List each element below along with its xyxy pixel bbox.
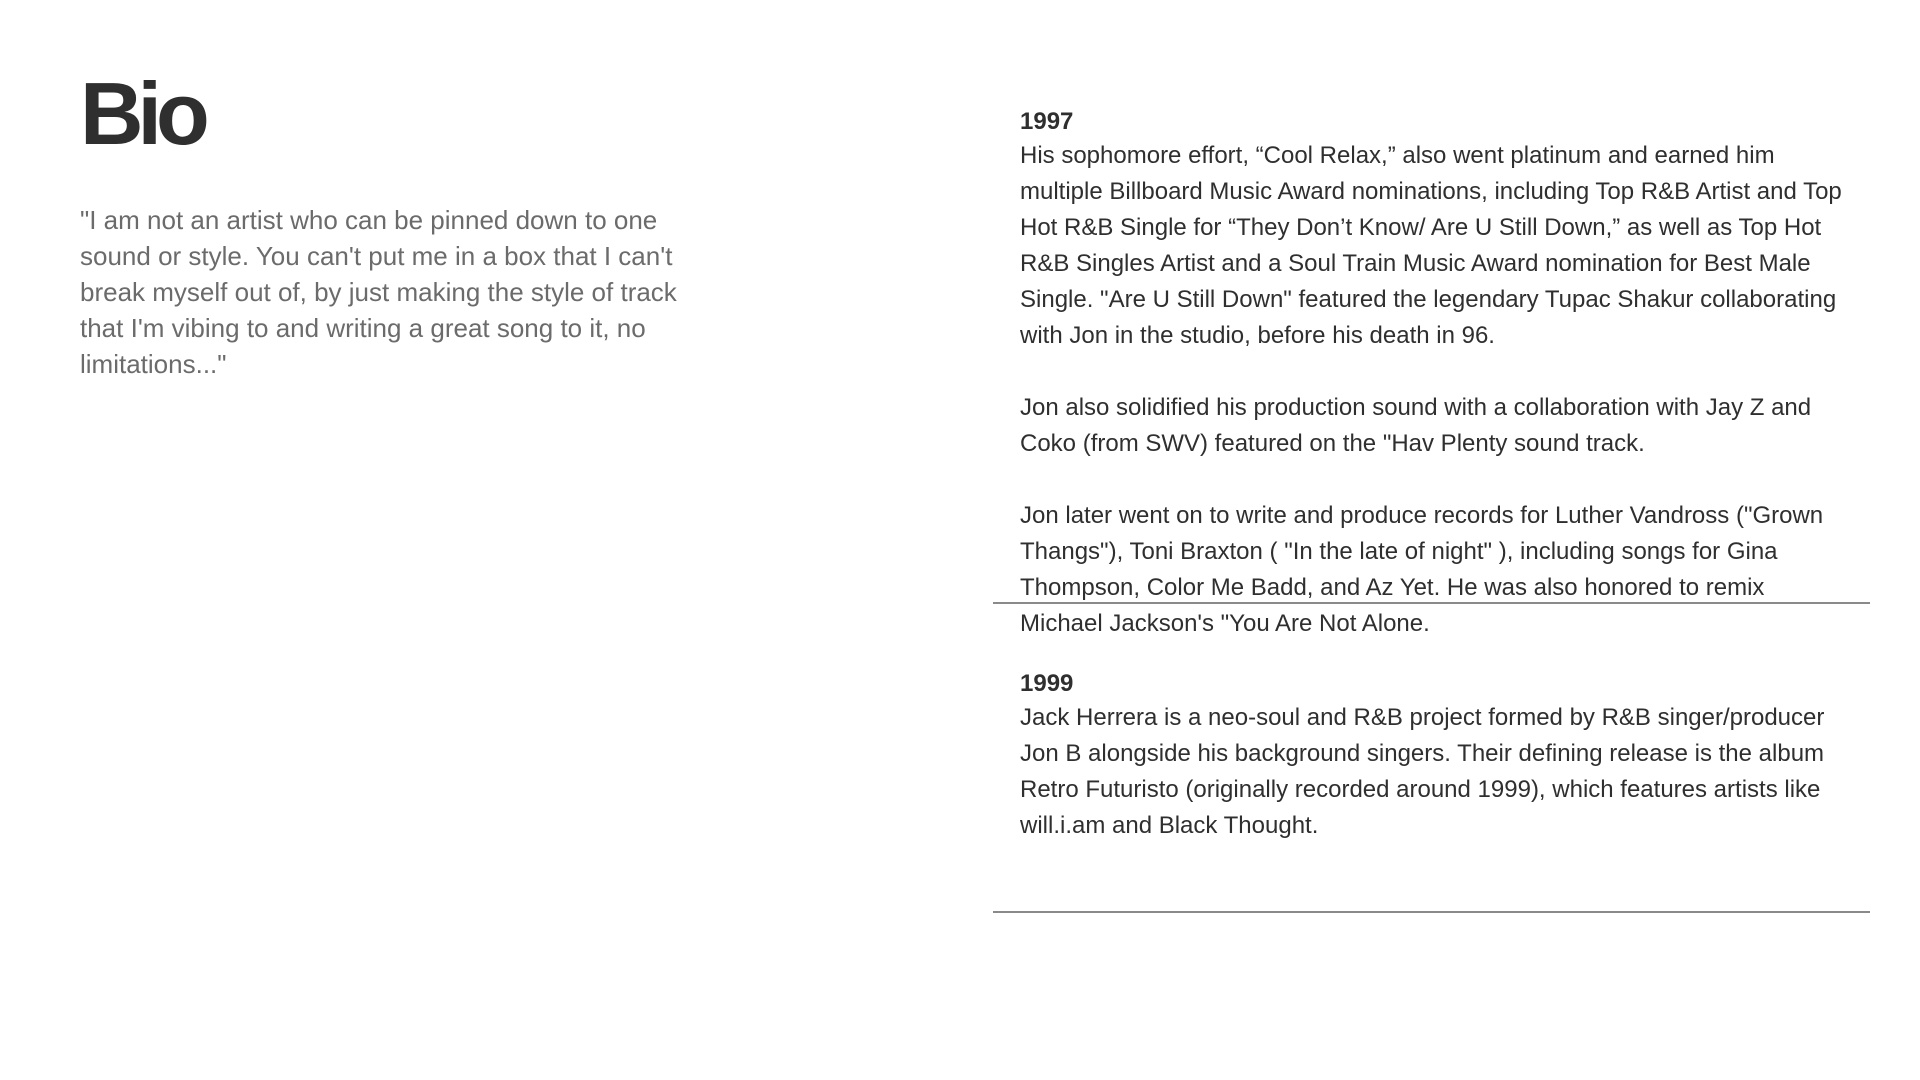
entry-paragraph: Jack Herrera is a neo-soul and R&B project formed by R&B singer/producer Jon B alongside his background singers. Their defining release is the album Retro Futuristo (originally recorded around 1999), which features artists like will.i.am and Black Thought. [1020, 704, 1825, 839]
entry-paragraph: Jon also solidified his production sound with a collaboration with Jay Z and Coko (from SWV) featured on the "Hav Plenty sound track. [1020, 394, 1812, 457]
bio-quote: "I am not an artist who can be pinned down to one sound or style. You can't put me in a box that I can't break myself out of, by just making the style of track that I'm vibing to and writing a great song to it, no limitations..." [80, 205, 677, 379]
entry-paragraph: His sophomore effort, “Cool Relax,” also went platinum and earned him multiple Billboard Music Award nominations, including Top R&B Artist and Top Hot R&B Single for “They Don’t Know/ Are U Still Down,” as well as Top Hot R&B Singles Artist and a Soul Train Music Award nomination for Best Male Single. "Are U Still Down" featured the legendary Tupac Shakur collaborating with Jon in the studio, before his death in 96. [1020, 142, 1842, 349]
timeline-entry-1999 [993, 604, 1870, 911]
entry-paragraph: Jon later went on to write and produce records for Luther Vandross ("Grown Thangs"), Toni Braxton ( "In the late of night" ), including songs for Gina Thompson, Color Me Badd, and Az Yet. He was also honored to remix Michael Jackson's "You Are Not Alone. [1020, 502, 1824, 637]
entry-divider [993, 911, 1870, 913]
page-title: Bio [80, 64, 204, 163]
entry-year: 1999 [1020, 670, 1074, 697]
bio-intro [80, 64, 700, 382]
timeline [993, 0, 1870, 913]
entry-year: 1997 [1020, 108, 1074, 135]
timeline-entry-1997 [993, 0, 1870, 637]
